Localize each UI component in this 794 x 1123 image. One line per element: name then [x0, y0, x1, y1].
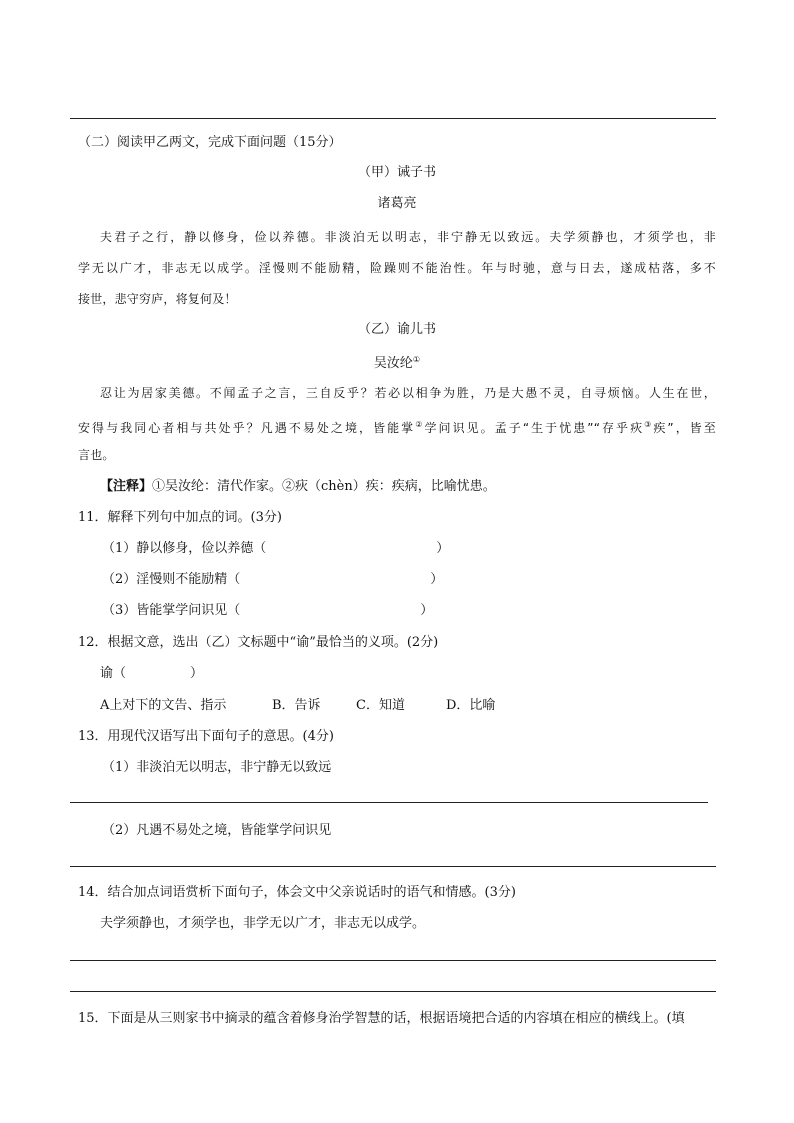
footnote-mark-2: ② [415, 420, 425, 429]
text-b-line-2 [78, 409, 716, 444]
text-a-line-1: 夫君子之行，静以修身，俭以养德。非淡泊无以明志，非宁静无以致远。夫学须静也，才须学也，非 [100, 230, 716, 244]
question-12-option-b: B．告诉 [272, 698, 321, 713]
text-b-author: 吴汝纶 [373, 356, 413, 371]
answer-line-13-2 [70, 866, 716, 867]
answer-line-14-2 [70, 991, 716, 992]
question-12-option-c: C．知道 [356, 698, 405, 713]
question-11-item-1: （1）静以修身，俭以养德（ ） [102, 541, 450, 556]
question-15-stem: 15．下面是从三则家书中摘录的蕴含着修身治学智慧的话，根据语境把合适的内容填在相应的横线上。(填 [78, 1011, 685, 1026]
author-footnote-mark: ① [412, 355, 421, 364]
answer-line-13-1 [70, 802, 708, 803]
question-14-stem: 14．结合加点词语赏析下面句子，体会文中父亲说话时的语气和情感。(3分) [78, 885, 516, 900]
question-13-stem: 13．用现代汉语写出下面句子的意思。(4分) [78, 729, 334, 744]
question-12-answer-blank: 谕（ ） [100, 666, 204, 681]
annotation-label: 【注释】 [100, 479, 153, 494]
question-12-option-d: D．比喻 [446, 698, 496, 713]
question-11-stem: 11．解释下列句中加点的词。(3分) [78, 510, 282, 525]
question-11-item-3: （3）皆能掌学问识见（ ） [102, 603, 434, 618]
question-12-stem: 12．根据文意，选出（乙）文标题中“谕”最恰当的义项。(2分) [78, 635, 439, 650]
annotation-line [100, 478, 496, 496]
question-14-quote: 夫学须静也，才须学也，非学无以广才，非志无以成学。 [100, 916, 426, 931]
text-b-line-2-part-c: 疾”，皆至 [653, 421, 716, 435]
footnote-mark-3: ③ [644, 420, 654, 429]
question-13-item-2: （2）凡遇不易处之境，皆能掌学问识见 [102, 823, 332, 838]
text-a-author: 诸葛亮 [377, 196, 417, 211]
text-a-line-3: 接世，悲守穷庐，将复何及！ [78, 292, 237, 306]
section-heading: （二）阅读甲乙两文，完成下面问题（15分） [78, 135, 342, 150]
text-a-title: （甲）诫子书 [357, 165, 436, 180]
text-b-line-2-part-b: 学问识见。孟子“生于忧患”“存乎疢 [424, 421, 645, 435]
text-a-line-2: 学无以广才，非志无以成学。淫慢则不能励精，险躁则不能治性。年与时驰，意与日去，遂成枯落，多不 [78, 261, 716, 275]
text-b-line-1: 忍让为居家美德。不闻孟子之言，三自反乎？若必以相争为胜，乃是大愚不灵，自寻烦恼。人生在世， [100, 386, 716, 400]
top-rule [70, 118, 716, 119]
question-13-item-1: （1）非淡泊无以明志，非宁静无以致远 [102, 760, 332, 775]
answer-line-14-1 [70, 960, 716, 961]
annotation-text: ①吴汝纶：清代作家。②疢（chèn）疾：疾病，比喻忧患。 [152, 479, 496, 494]
text-b-line-3: 言也。 [78, 448, 115, 462]
text-b-author-line [0, 351, 794, 373]
question-12-option-a: A上对下的文告、指示 [100, 698, 227, 713]
text-b-title: （乙）谕儿书 [357, 322, 436, 337]
text-b-line-2-part-a: 安得与我同心者相与共处乎？凡遇不易处之境，皆能掌 [78, 421, 416, 435]
question-11-item-2: （2）淫慢则不能励精（ ） [102, 572, 444, 587]
